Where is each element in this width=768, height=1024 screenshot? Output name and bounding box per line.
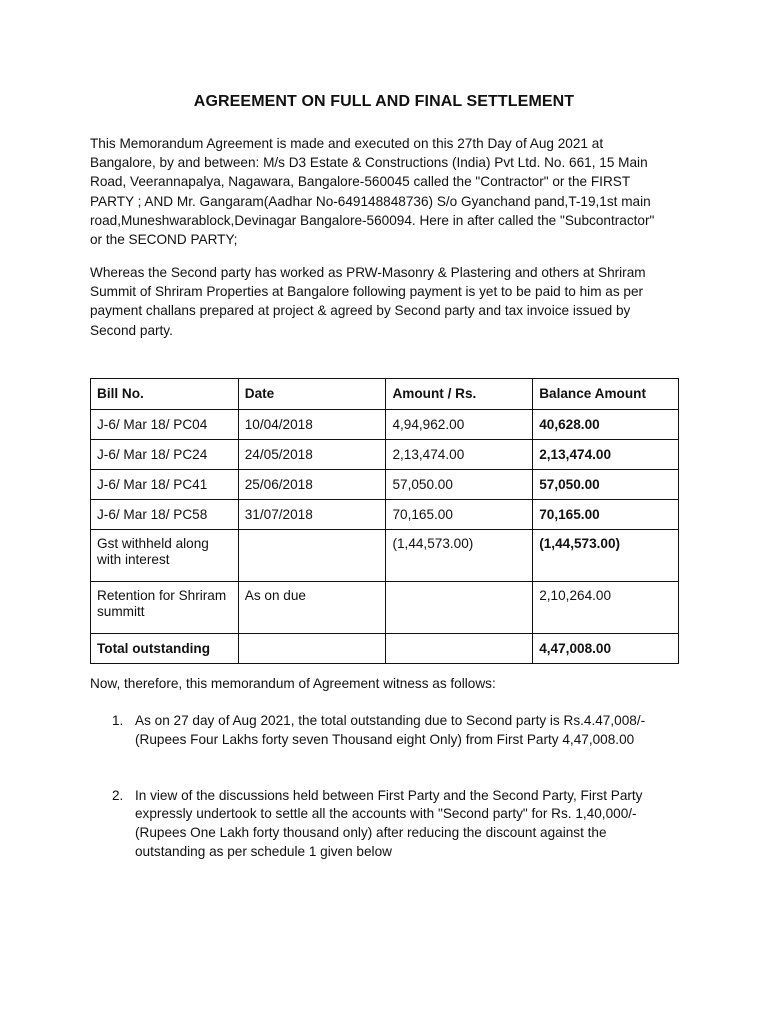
cell-amount: 57,050.00: [386, 470, 533, 500]
cell-date: [238, 530, 386, 582]
header-amount: Amount / Rs.: [386, 379, 533, 410]
cell-total-label: Total outstanding: [91, 634, 239, 664]
table-header-row: [91, 379, 679, 410]
cell-balance: 2,13,474.00: [533, 440, 679, 470]
list-item-line: As on 27 day of Aug 2021, the total outstanding due to Second party is Rs.4.47,008/-: [135, 713, 646, 728]
header-date: Date: [238, 379, 386, 410]
table-row: [91, 410, 679, 440]
cell-amount: 4,94,962.00: [386, 410, 533, 440]
cell-bill-no: J-6/ Mar 18/ PC04: [91, 410, 239, 440]
cell-amount: [386, 582, 533, 634]
cell-bill-no: J-6/ Mar 18/ PC24: [91, 440, 239, 470]
cell-balance: 40,628.00: [533, 410, 679, 440]
cell-date: 25/06/2018: [238, 470, 386, 500]
cell-bill-no: Retention for Shriram summitt: [91, 582, 239, 634]
intro-line: Bangalore, by and between: M/s D3 Estate & Constructions (India) Pvt Ltd. No. 661, 15 Main: [90, 155, 648, 171]
document-title: AGREEMENT ON FULL AND FINAL SETTLEMENT: [193, 93, 575, 110]
table-row: [91, 530, 679, 582]
intro-line: Road, Veerannapalya, Nagawara, Bangalore-560045 called the "Contractor" or the FIRST: [90, 174, 631, 190]
whereas-line: Second party.: [90, 322, 173, 338]
list-item: [90, 787, 680, 862]
cell-date: 31/07/2018: [238, 500, 386, 530]
header-bill-no: Bill No.: [91, 379, 239, 410]
cell-total-balance: 4,47,008.00: [533, 634, 679, 664]
cell-balance: (1,44,573.00): [533, 530, 679, 582]
whereas-line: Whereas the Second party has worked as PRW-Masonry & Plastering and others at Shriram: [90, 265, 646, 280]
cell-amount: 70,165.00: [386, 500, 533, 530]
list-item-line: (Rupees Four Lakhs forty seven Thousand eight Only) from First Party 4,47,008.00: [135, 731, 635, 747]
cell-date: As on due: [238, 582, 386, 634]
cell-amount: (1,44,573.00): [386, 530, 533, 582]
table-row: [91, 470, 679, 500]
list-item: [90, 712, 680, 750]
intro-line: PARTY ; AND Mr. Gangaram(Aadhar No-649148848736) S/o Gyanchand pand,T-19,1st main: [90, 193, 651, 209]
cell-balance: 2,10,264.00: [533, 582, 679, 634]
table-row: [91, 582, 679, 634]
agreement-clauses-list: [90, 712, 680, 862]
bills-table: [90, 378, 679, 664]
whereas-paragraph: [90, 263, 680, 340]
intro-line: road,Muneshwarablock,Devinagar Bangalore-560094. Here in after called the "Subcontractor": [90, 212, 655, 228]
cell-date: 10/04/2018: [238, 410, 386, 440]
list-item-line: In view of the discussions held between First Party and the Second Party, First Party: [135, 787, 643, 803]
cell-date: 24/05/2018: [238, 440, 386, 470]
list-item-line: outstanding as per schedule 1 given below: [135, 843, 392, 859]
cell-balance: 57,050.00: [533, 470, 679, 500]
header-balance-amount: Balance Amount: [533, 379, 679, 410]
now-therefore-paragraph: Now, therefore, this memorandum of Agreement witness as follows:: [90, 676, 496, 691]
list-item-number: 1.: [112, 713, 124, 728]
whereas-line: Summit of Shriram Properties at Bangalore following payment is yet to be paid to him as per: [90, 284, 644, 300]
cell-amount: [386, 634, 533, 664]
list-item-line: expressly undertook to settle all the accounts with "Second party" for Rs. 1,40,000/-: [135, 806, 637, 822]
list-item-number: 2.: [112, 787, 124, 803]
table-row: [91, 440, 679, 470]
intro-line: or the SECOND PARTY;: [90, 232, 238, 248]
cell-date: [238, 634, 386, 664]
intro-line: This Memorandum Agreement is made and executed on this 27th Day of Aug 2021 at: [90, 136, 604, 151]
total-row: [91, 634, 679, 664]
cell-bill-no: J-6/ Mar 18/ PC58: [91, 500, 239, 530]
whereas-line: payment challans prepared at project & agreed by Second party and tax invoice issued by: [90, 303, 631, 319]
list-item-line: (Rupees One Lakh forty thousand only) after reducing the discount against the: [135, 825, 607, 841]
cell-bill-no: J-6/ Mar 18/ PC41: [91, 470, 239, 500]
cell-bill-no: Gst withheld along with interest: [91, 530, 239, 582]
intro-paragraph: [90, 134, 680, 249]
cell-balance: 70,165.00: [533, 500, 679, 530]
cell-amount: 2,13,474.00: [386, 440, 533, 470]
table-row: [91, 500, 679, 530]
